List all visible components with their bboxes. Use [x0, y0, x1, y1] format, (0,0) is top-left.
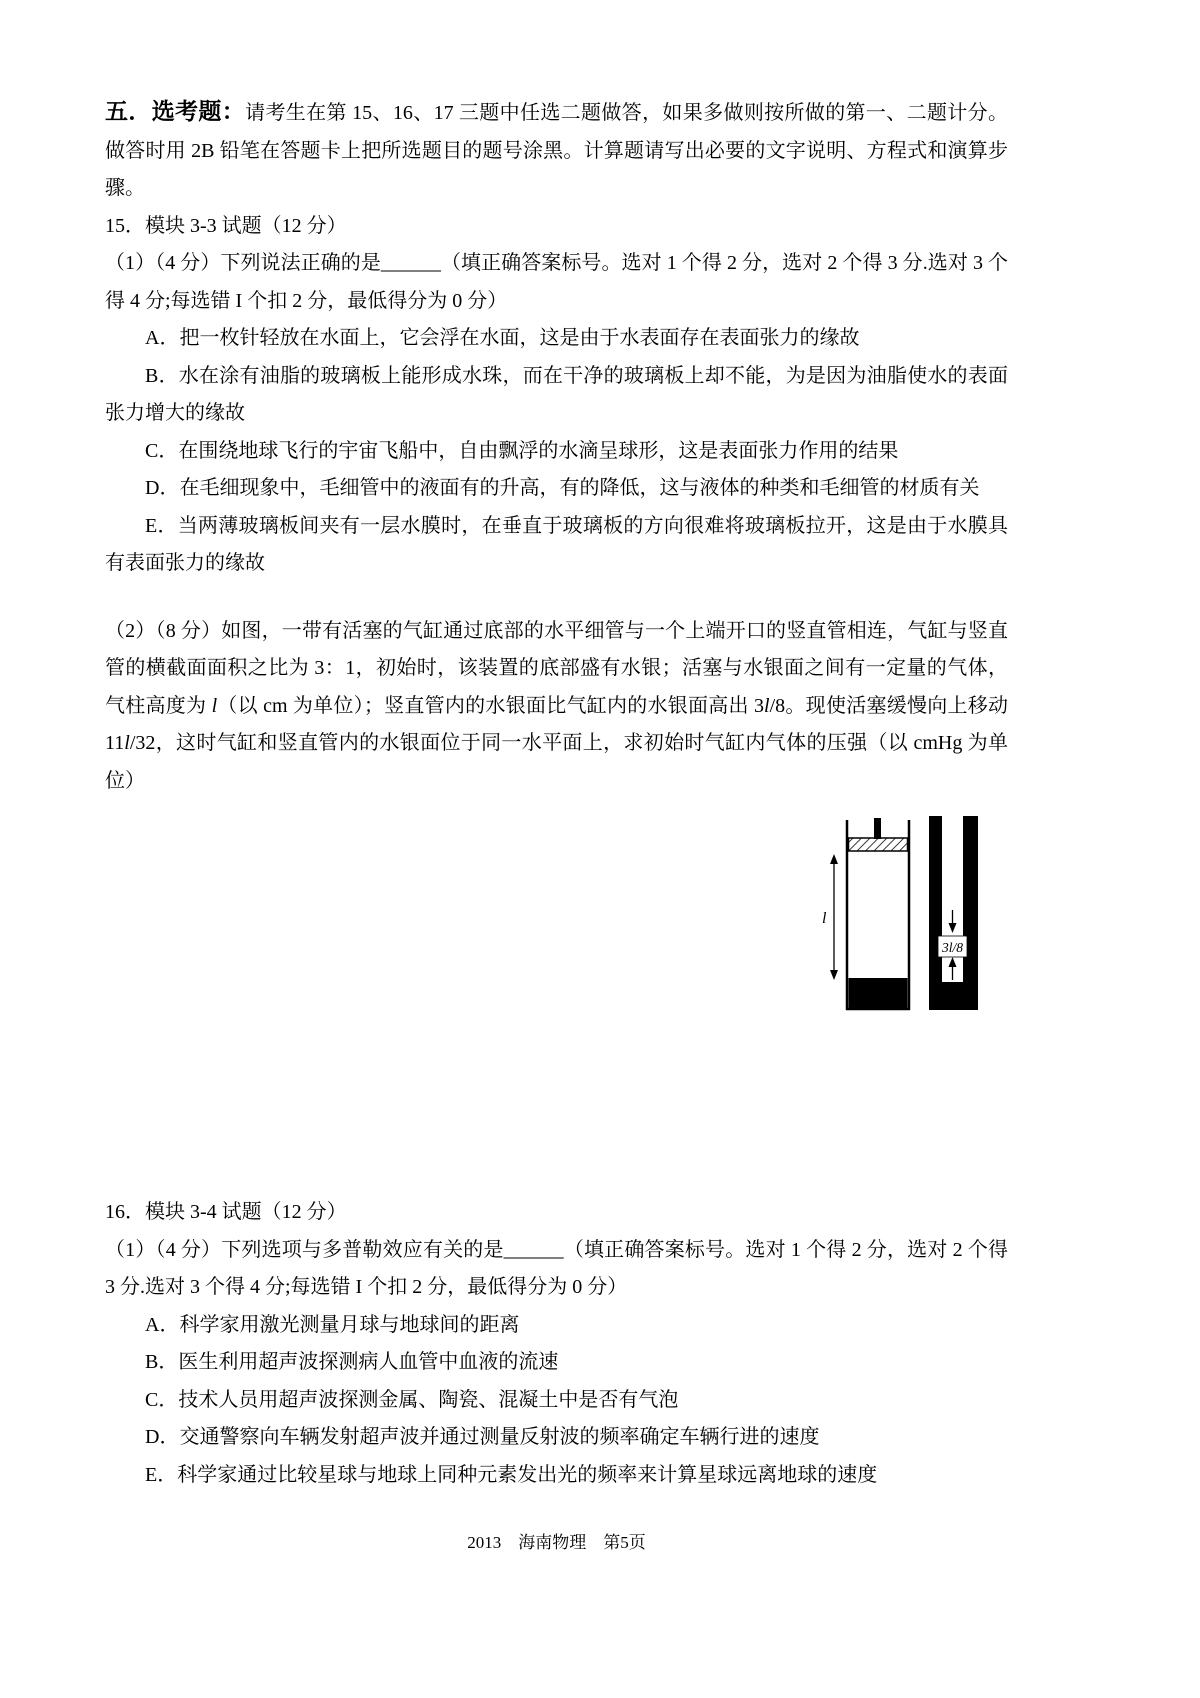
q15-part2-segment: /8。现使活塞缓慢向上移动 11 [105, 694, 1009, 754]
q15-part2-segment: /32，这时气缸和竖直管内的水银面位于同一水平面上，求初始时气缸内气体的压强（以 cmHg 为单位） [105, 732, 1008, 792]
q15-option-d: D．在毛细现象中，毛细管中的液面有的升高，有的降低，这与液体的种类和毛细管的材质有关 [145, 477, 980, 499]
q15-part1: （1）（4 分）下列说法正确的是______（填正确答案标号。选对 1 个得 2 分，选对 2 个得 3 分.选对 3 个得 4 分;每选错 I 个扣 2 分，最低得分为 0 分） [105, 252, 1008, 312]
q16-option-a: A．科学家用激光测量月球与地球间的距离 [145, 1313, 520, 1336]
q15-heading: 15．模块 3-3 试题（12 分） [105, 214, 347, 237]
mercury-in-cylinder [849, 978, 908, 1009]
gas-height-arrow [830, 854, 838, 980]
piston [849, 838, 908, 851]
q15-option-e: E．当两薄玻璃板间夹有一层水膜时，在垂直于玻璃板的方向很难将玻璃板拉开，这是由于水膜具有表面张力的缘故 [105, 514, 1008, 574]
q15-option-a: A．把一枚针轻放在水面上，它会浮在水面，这是由于水表面存在表面张力的缘故 [145, 327, 860, 349]
q16-option-b: B．医生利用超声波探测病人血管中血液的流速 [145, 1351, 559, 1373]
q16-option-e: E．科学家通过比较星球与地球上同种元素发出光的频率来计算星球远离地球的速度 [145, 1463, 878, 1486]
q16-part1: （1）（4 分）下列选项与多普勒效应有关的是______（填正确答案标号。选对 1 个得 2 分，选对 2 个得 3 分.选对 3 个得 4 分;每选错 I 个扣 2 分，最低得分为 0 分） [105, 1238, 1008, 1298]
q16-heading: 16．模块 3-4 试题（12 分） [105, 1201, 347, 1223]
q15-part2-variable-l: l [124, 732, 130, 754]
piston-rod [874, 818, 881, 839]
q15-part2-segment: （2）（8 分）如图，一带有活塞的气缸通过底部的水平细管与一个上端开口的竖直管相连，气缸与竖直管的横截面面积之比为 3：1，初始时，该装置的底部盛有水银；活塞与水银面之间有一定量的气体，气柱高度为 [105, 619, 1008, 717]
q15-part2 [105, 613, 1008, 801]
q16-option-c: C．技术人员用超声波探测金属、陶瓷、混凝土中是否有气泡 [145, 1388, 679, 1411]
q15-part2-segment: （以 cm 为单位）；竖直管内的水银面比气缸内的水银面高出 3 [217, 694, 765, 717]
q15-option-b: B．水在涂有油脂的玻璃板上能形成水珠，而在干净的玻璃板上却不能，为是因为油脂使水的表面张力增大的缘故 [105, 364, 1008, 424]
q15-figure [817, 814, 992, 1019]
gas-height-label: l [822, 910, 827, 927]
tube-wall-left [929, 816, 942, 1010]
q16-option-d: D．交通警察向车辆发射超声波并通过测量反射波的频率确定车辆行进的速度 [145, 1426, 820, 1448]
section-intro-paragraph [105, 93, 1008, 208]
q15-option-c: C．在围绕地球飞行的宇宙飞船中，自由飘浮的水滴呈球形，这是表面张力作用的结果 [145, 439, 899, 462]
q15-part2-variable-l: l [764, 694, 770, 717]
height-diff-label: 3l/8 [941, 940, 964, 955]
page-footer: 2013 海南物理 第5页 [467, 1533, 646, 1552]
height-diff-arrow-up [949, 957, 957, 980]
mercury-in-tube [942, 982, 963, 1010]
section-title: 五．选考题： [105, 99, 246, 124]
section-intro-text: 请考生在第 15、16、17 三题中任选二题做答，如果多做则按所做的第一、二题计分。做答时用 2B 铅笔在答题卡上把所选题目的题号涂黑。计算题请写出必要的文字说明、方程式和演算步骤。 [105, 102, 1009, 199]
height-diff-arrow-down [949, 910, 957, 933]
cylinder-tube-diagram [817, 814, 992, 1019]
tube-wall-right [963, 816, 978, 1010]
q15-part2-variable-l: l [211, 694, 218, 717]
